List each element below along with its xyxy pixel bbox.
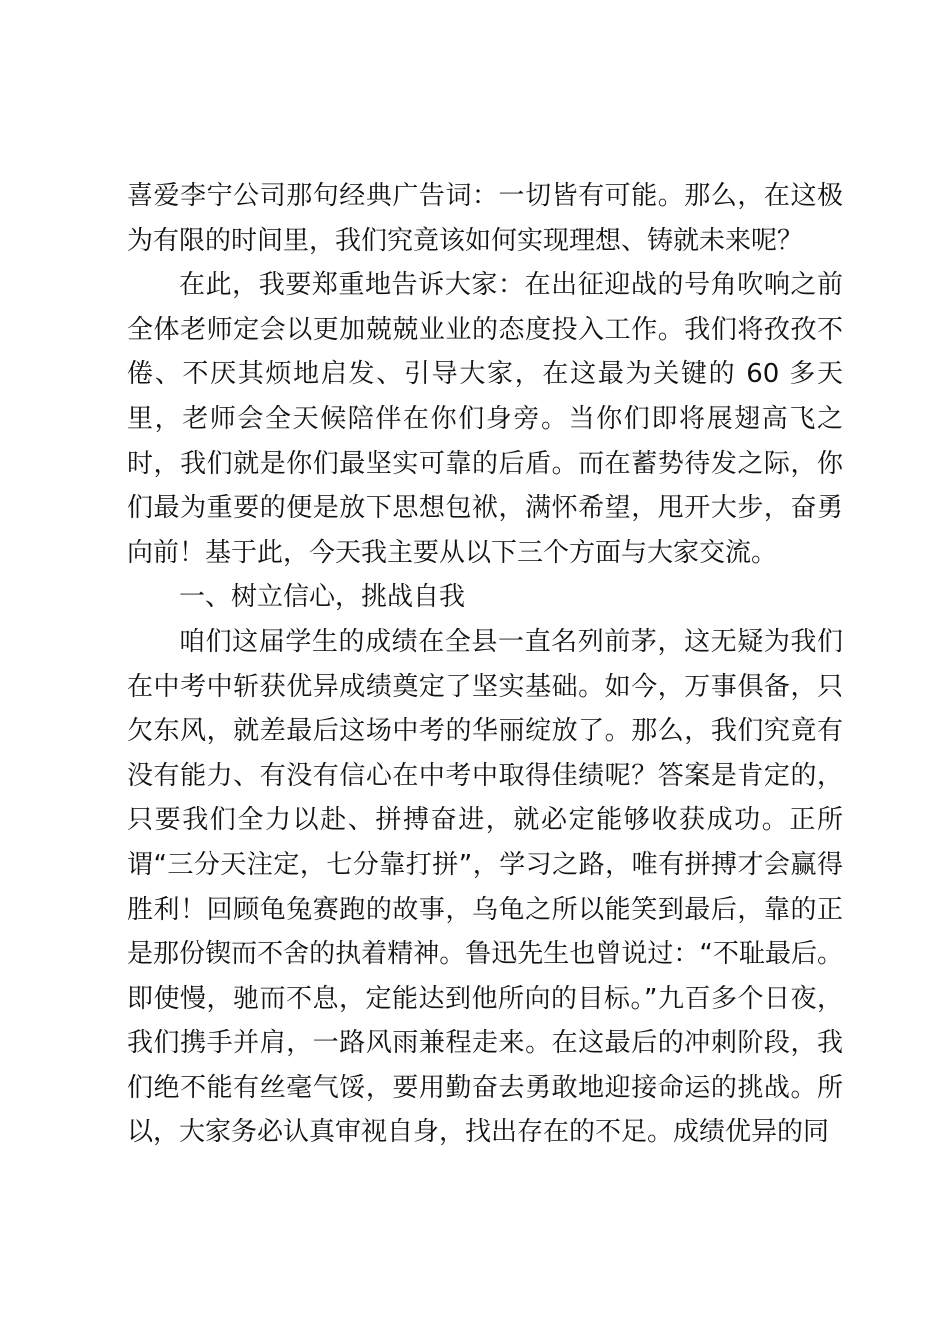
document-body (127, 174, 843, 1155)
paragraph-continuation: 喜爱李宁公司那句经典广告词：一切皆有可能。那么，在这极为有限的时间里，我们究竟该如何实现理想、铸就未来呢？ (127, 181, 843, 256)
paragraph-section-body: 咱们这届学生的成绩在全县一直名列前茅，这无疑为我们在中考中斩获优异成绩奠定了坚实基础。如今，万事俱备，只欠东风，就差最后这场中考的华丽绽放了。那么，我们究竟有没有能力、有没有信心在中考中取得佳绩呢？答案是肯定的，只要我们全力以赴、拼搏奋进，就必定能够收获成功。正所谓“三分天注定，七分靠打拼”，学习之路，唯有拼搏才会赢得胜利！回顾龟兔赛跑的故事，乌龟之所以能笑到最后，靠的正是那份锲而不舍的执着精神。鲁迅先生也曾说过：“不耻最后。即使慢，驰而不息，定能达到他所向的目标。”九百多个日夜，我们携手并肩，一路风雨兼程走来。在这最后的冲刺阶段，我们绝不能有丝毫气馁，要用勤奋去勇敢地迎接命运的挑战。所以，大家务必认真审视自身，找出存在的不足。成绩优异的同 (127, 626, 843, 1148)
paragraph-intro: 在此，我要郑重地告诉大家：在出征迎战的号角吹响之前全体老师定会以更加兢兢业业的态度投入工作。我们将孜孜不倦、不厌其烦地启发、引导大家，在这最为关键的 60 多天里，老师会全天候陪伴在你们身旁。当你们即将展翅高飞之时，我们就是你们最坚实可靠的后盾。而在蓄势待发之际，你们最为重要的便是放下思想包袱，满怀希望，甩开大步，奋勇向前！基于此，今天我主要从以下三个方面与大家交流。 (127, 270, 843, 568)
section-heading: 一、树立信心，挑战自我 (179, 582, 466, 613)
